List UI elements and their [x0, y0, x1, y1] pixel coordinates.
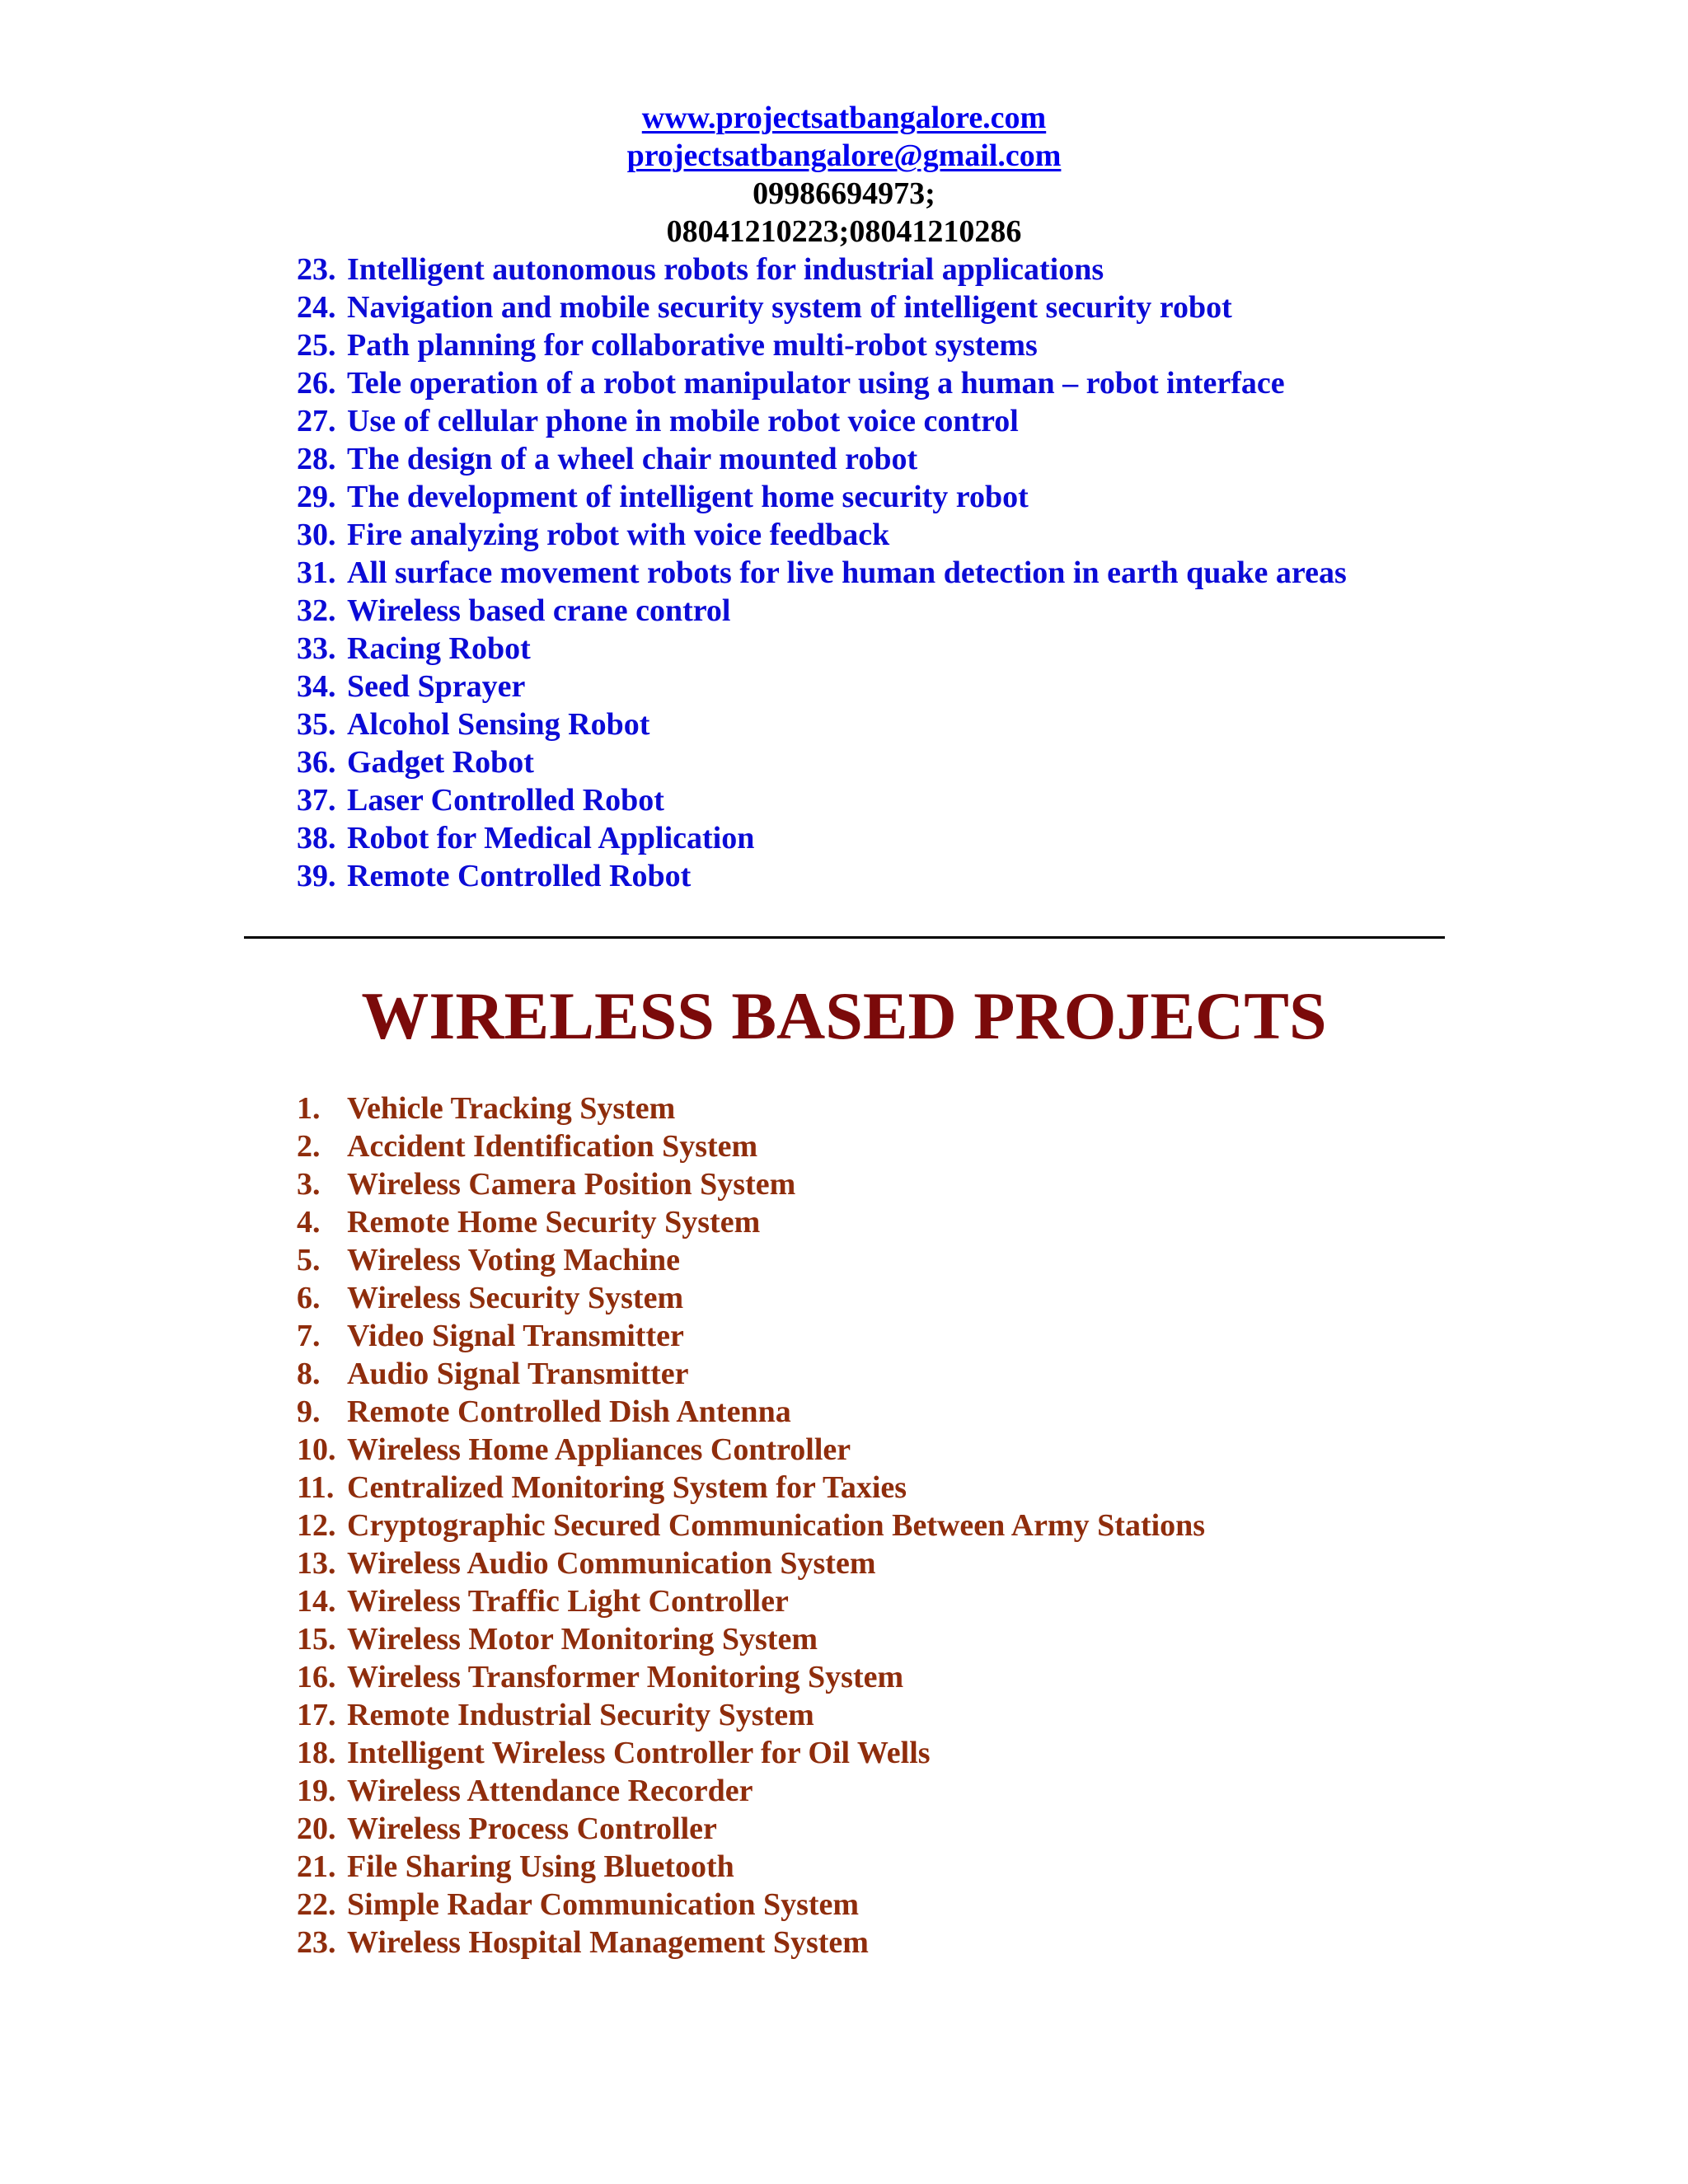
- list-item-number: 39.: [297, 859, 336, 893]
- list-item-text: Intelligent Wireless Controller for Oil Wells: [347, 1736, 931, 1770]
- list-item-number: 21.: [297, 1849, 336, 1884]
- list-item: [297, 1544, 1205, 1582]
- list-item-number: 8.: [297, 1357, 321, 1391]
- list-item-text: Vehicle Tracking System: [347, 1091, 676, 1126]
- list-item-number: 34.: [297, 669, 336, 704]
- list-item-text: Wireless Voting Machine: [347, 1243, 680, 1277]
- list-item: [297, 1582, 1205, 1620]
- list-item-number: 10.: [297, 1432, 336, 1467]
- list-item-text: Path planning for collaborative multi-robot systems: [347, 328, 1038, 363]
- list-item: [297, 668, 1347, 705]
- list-item-text: Tele operation of a robot manipulator using a human – robot interface: [347, 366, 1285, 401]
- list-item: [297, 857, 1347, 895]
- list-item: [297, 402, 1347, 440]
- list-item: [297, 743, 1347, 781]
- phone-number-primary: 09986694973;: [753, 176, 935, 211]
- list-item-number: 23.: [297, 252, 336, 287]
- list-item-number: 16.: [297, 1660, 336, 1694]
- list-item-text: The design of a wheel chair mounted robot: [347, 442, 918, 476]
- page-header: [0, 99, 1688, 251]
- list-item: [297, 1241, 1205, 1279]
- list-item-number: 35.: [297, 707, 336, 742]
- list-item-text: Seed Sprayer: [347, 669, 526, 704]
- list-item-text: Wireless Motor Monitoring System: [347, 1622, 818, 1657]
- list-item-text: Remote Controlled Dish Antenna: [347, 1394, 791, 1429]
- list-item: [297, 705, 1347, 743]
- list-item: [297, 781, 1347, 819]
- list-item-number: 9.: [297, 1394, 321, 1429]
- list-item: [297, 1848, 1205, 1886]
- list-item: [297, 1772, 1205, 1810]
- robotics-project-list: [297, 251, 1347, 895]
- list-item-text: Wireless Camera Position System: [347, 1167, 796, 1202]
- list-item-text: The development of intelligent home security robot: [347, 480, 1029, 514]
- section-title: WIRELESS BASED PROJECTS: [361, 978, 1327, 1053]
- list-item: [297, 1355, 1205, 1393]
- list-item: [297, 364, 1347, 402]
- list-item-text: Wireless Traffic Light Controller: [347, 1584, 789, 1619]
- list-item: [297, 554, 1347, 592]
- list-item: [297, 1090, 1205, 1127]
- list-item-number: 14.: [297, 1584, 336, 1619]
- list-item: [297, 1317, 1205, 1355]
- list-item-number: 23.: [297, 1925, 336, 1960]
- list-item-number: 22.: [297, 1887, 336, 1922]
- list-item: [297, 819, 1347, 857]
- list-item-number: 15.: [297, 1622, 336, 1657]
- list-item-text: Remote Industrial Security System: [347, 1698, 814, 1732]
- list-item-number: 11.: [297, 1470, 335, 1505]
- list-item: [297, 1165, 1205, 1203]
- list-item-number: 37.: [297, 783, 336, 818]
- phone-number-secondary: 08041210223;08041210286: [666, 214, 1022, 249]
- list-item-number: 3.: [297, 1167, 321, 1202]
- list-item: [297, 1279, 1205, 1317]
- list-item-number: 38.: [297, 821, 336, 855]
- list-item: [297, 1734, 1205, 1772]
- list-item-number: 5.: [297, 1243, 321, 1277]
- list-item-text: File Sharing Using Bluetooth: [347, 1849, 734, 1884]
- list-item: [297, 251, 1347, 288]
- list-item-text: Gadget Robot: [347, 745, 534, 780]
- list-item: [297, 1127, 1205, 1165]
- list-item-text: Fire analyzing robot with voice feedback: [347, 518, 890, 552]
- list-item-text: Wireless Transformer Monitoring System: [347, 1660, 904, 1694]
- section-divider: [244, 936, 1445, 939]
- list-item-number: 26.: [297, 366, 336, 401]
- list-item-number: 31.: [297, 555, 336, 590]
- list-item: [297, 1469, 1205, 1507]
- list-item-text: Wireless Security System: [347, 1281, 684, 1315]
- list-item-text: Use of cellular phone in mobile robot voice control: [347, 404, 1019, 438]
- list-item-text: Simple Radar Communication System: [347, 1887, 860, 1922]
- list-item-text: Wireless Attendance Recorder: [347, 1774, 753, 1808]
- list-item: [297, 592, 1347, 630]
- list-item: [297, 630, 1347, 668]
- list-item-text: All surface movement robots for live human detection in earth quake areas: [347, 555, 1347, 590]
- list-item-text: Centralized Monitoring System for Taxies: [347, 1470, 907, 1505]
- list-item-text: Wireless Hospital Management System: [347, 1925, 869, 1960]
- list-item-number: 24.: [297, 290, 336, 325]
- list-item-text: Video Signal Transmitter: [347, 1319, 684, 1353]
- list-item-number: 33.: [297, 631, 336, 666]
- list-item: [297, 288, 1347, 326]
- list-item: [297, 1696, 1205, 1734]
- list-item-text: Wireless Home Appliances Controller: [347, 1432, 851, 1467]
- list-item-number: 2.: [297, 1129, 321, 1164]
- list-item: [297, 1507, 1205, 1544]
- list-item-text: Racing Robot: [347, 631, 531, 666]
- list-item-number: 32.: [297, 593, 336, 628]
- wireless-project-list: [297, 1090, 1205, 1961]
- list-item-text: Remote Home Security System: [347, 1205, 761, 1240]
- list-item-number: 36.: [297, 745, 336, 780]
- list-item-number: 18.: [297, 1736, 336, 1770]
- list-item-number: 25.: [297, 328, 336, 363]
- list-item-text: Cryptographic Secured Communication Between Army Stations: [347, 1508, 1206, 1543]
- list-item-number: 19.: [297, 1774, 336, 1808]
- list-item: [297, 440, 1347, 478]
- list-item-text: Wireless Audio Communication System: [347, 1546, 876, 1581]
- list-item-text: Navigation and mobile security system of intelligent security robot: [347, 290, 1232, 325]
- list-item: [297, 1886, 1205, 1924]
- list-item: [297, 1620, 1205, 1658]
- list-item-text: Wireless based crane control: [347, 593, 731, 628]
- list-item-text: Remote Controlled Robot: [347, 859, 692, 893]
- list-item: [297, 1393, 1205, 1431]
- list-item-number: 6.: [297, 1281, 321, 1315]
- list-item-number: 13.: [297, 1546, 336, 1581]
- list-item-text: Laser Controlled Robot: [347, 783, 664, 818]
- email-link[interactable]: projectsatbangalore@gmail.com: [626, 138, 1062, 173]
- list-item-text: Robot for Medical Application: [347, 821, 755, 855]
- list-item: [297, 516, 1347, 554]
- list-item: [297, 326, 1347, 364]
- list-item: [297, 478, 1347, 516]
- website-link[interactable]: www.projectsatbangalore.com: [641, 101, 1047, 135]
- list-item: [297, 1810, 1205, 1848]
- list-item: [297, 1431, 1205, 1469]
- list-item-number: 20.: [297, 1811, 336, 1846]
- list-item-number: 1.: [297, 1091, 321, 1126]
- list-item-number: 29.: [297, 480, 336, 514]
- list-item: [297, 1924, 1205, 1961]
- list-item-text: Audio Signal Transmitter: [347, 1357, 689, 1391]
- list-item-text: Accident Identification System: [347, 1129, 758, 1164]
- list-item-text: Intelligent autonomous robots for industrial applications: [347, 252, 1104, 287]
- list-item-text: Wireless Process Controller: [347, 1811, 717, 1846]
- list-item: [297, 1658, 1205, 1696]
- list-item-number: 4.: [297, 1205, 321, 1240]
- list-item-number: 30.: [297, 518, 336, 552]
- list-item-number: 12.: [297, 1508, 336, 1543]
- list-item-number: 28.: [297, 442, 336, 476]
- list-item-text: Alcohol Sensing Robot: [347, 707, 650, 742]
- list-item-number: 7.: [297, 1319, 321, 1353]
- list-item-number: 27.: [297, 404, 336, 438]
- list-item-number: 17.: [297, 1698, 336, 1732]
- list-item: [297, 1203, 1205, 1241]
